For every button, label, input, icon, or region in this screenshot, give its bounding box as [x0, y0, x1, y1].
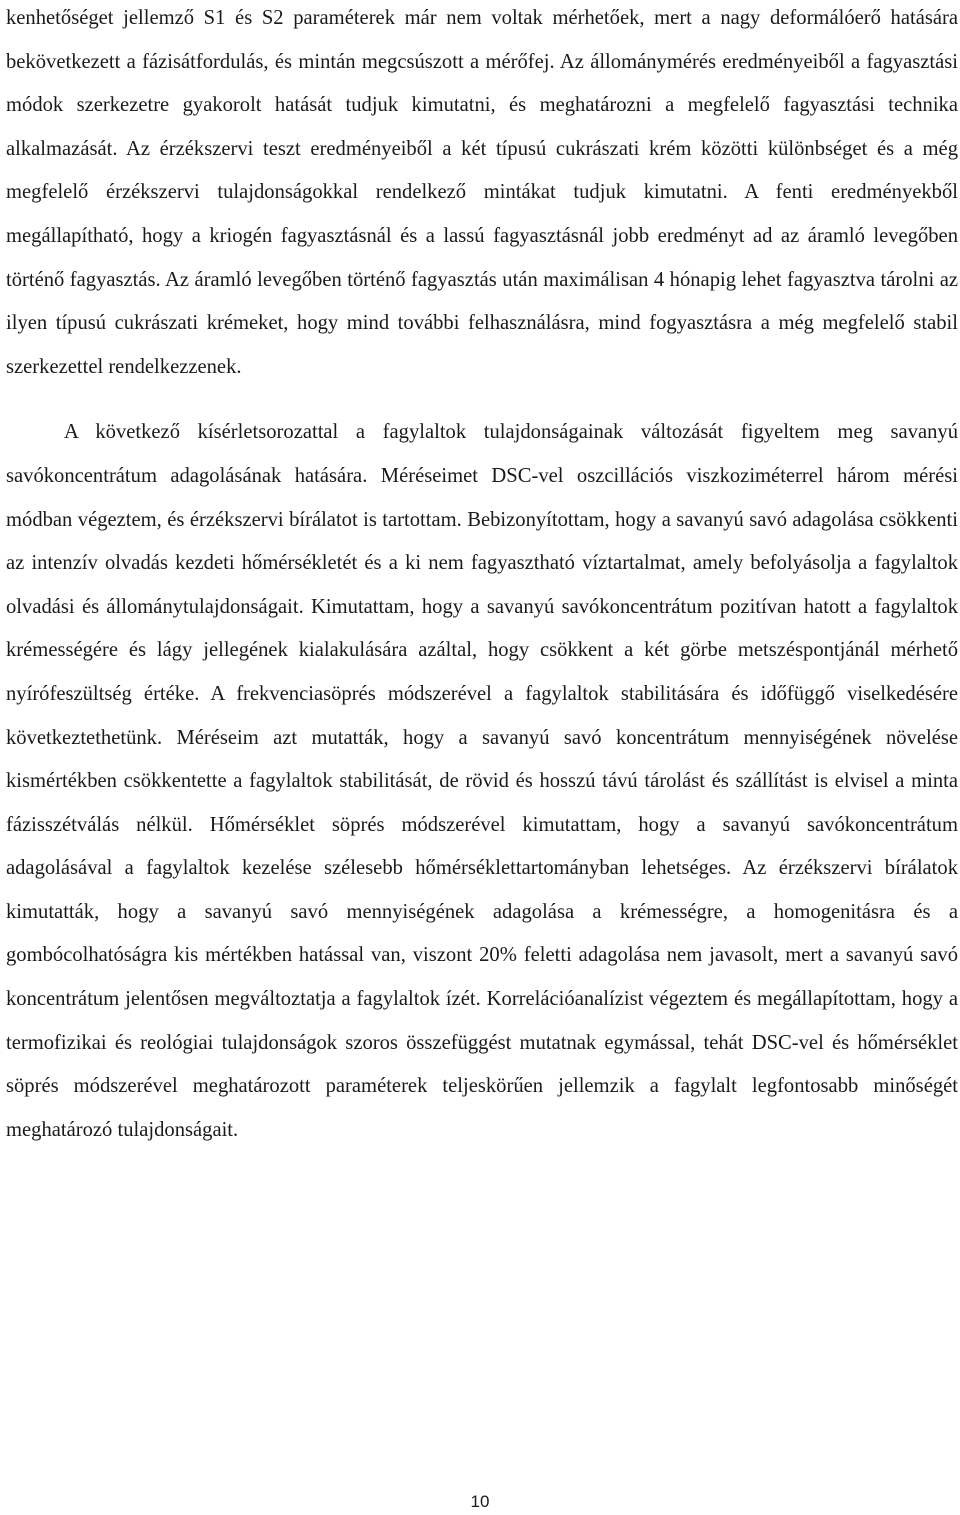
- body-paragraph-2: A következő kísérletsorozattal a fagylaltok tulajdonságainak változását figyeltem meg savanyú savókoncentrátum adagolásának hatására. Méréseimet DSC-vel oszcillációs viszkoziméterrel három mérési módban végeztem, és érzékszervi bírálatot is tartottam. Bebizonyítottam, hogy a savanyú savó adagolása csökkenti az intenzív olvadás kezdeti hőmérsékletét és a ki nem fagyasztható víztartalmat, amely befolyásolja a fagylaltok olvadási és állománytulajdonságait. Kimutattam, hogy a savanyú savókoncentrátum pozitívan hatott a fagylaltok krémességére és lágy jellegének kialakulására azáltal, hogy csökkent a két görbe metszéspontjánál mérhető nyírófeszültség értéke. A frekvenciasöprés módszerével a fagylaltok stabilitására és időfüggő viselkedésére következtethetünk. Méréseim azt mutatták, hogy a savanyú savó koncentrátum mennyiségének növelése kismértékben csökkentette a fagylaltok stabilitását, de rövid és hosszú távú tárolást és szállítást is elvisel a minta fázisszétválás nélkül. Hőmérséklet söprés módszerével kimutattam, hogy a savanyú savókoncentrátum adagolásával a fagylaltok kezelése szélesebb hőmérséklettartományban lehetséges. Az érzékszervi bírálatok kimutatták, hogy a savanyú savó mennyiségének adagolása a krémességre, a homogenitásra és a gombócolhatóságra kis mértékben hatással van, viszont 20% feletti adagolása nem javasolt, mert a savanyú savó koncentrátum jelentősen megváltoztatja a fagylaltok ízét. Korrelációanalízist végeztem és megállapítottam, hogy a termofizikai és reológiai tulajdonságok szoros összefüggést mutatnak egymással, tehát DSC-vel és hőmérséklet söprés módszerével meghatározott paraméterek teljeskörűen jellemzik a fagylalt legfontosabb minőségét meghatározó tulajdonságait.: [6, 421, 958, 1141]
- page-number: 10: [470, 1492, 490, 1511]
- document-page: [6, 0, 958, 1152]
- body-paragraph-1: kenhetőséget jellemző S1 és S2 paraméterek már nem voltak mérhetőek, mert a nagy deformálóerő hatására bekövetkezett a fázisátfordulás, és mintán megcsúszott a mérőfej. Az állománymérés eredményeiből a fagyasztási módok szerkezetre gyakorolt hatását tudjuk kimutatni, és meghatározni a megfelelő fagyasztási technika alkalmazását. Az érzékszervi teszt eredményeiből a két típusú cukrászati krém közötti különbséget és a még megfelelő érzékszervi tulajdonságokkal rendelkező mintákat tudjuk kimutatni. A fenti eredményekből megállapítható, hogy a kriogén fagyasztásnál és a lassú fagyasztásnál jobb eredményt ad az áramló levegőben történő fagyasztás. Az áramló levegőben történő fagyasztás után maximálisan 4 hónapig lehet fagyasztva tárolni az ilyen típusú cukrászati krémeket, hogy mind további felhasználásra, mind fogyasztásra a még megfelelő stabil szerkezettel rendelkezzenek.: [6, 7, 958, 378]
